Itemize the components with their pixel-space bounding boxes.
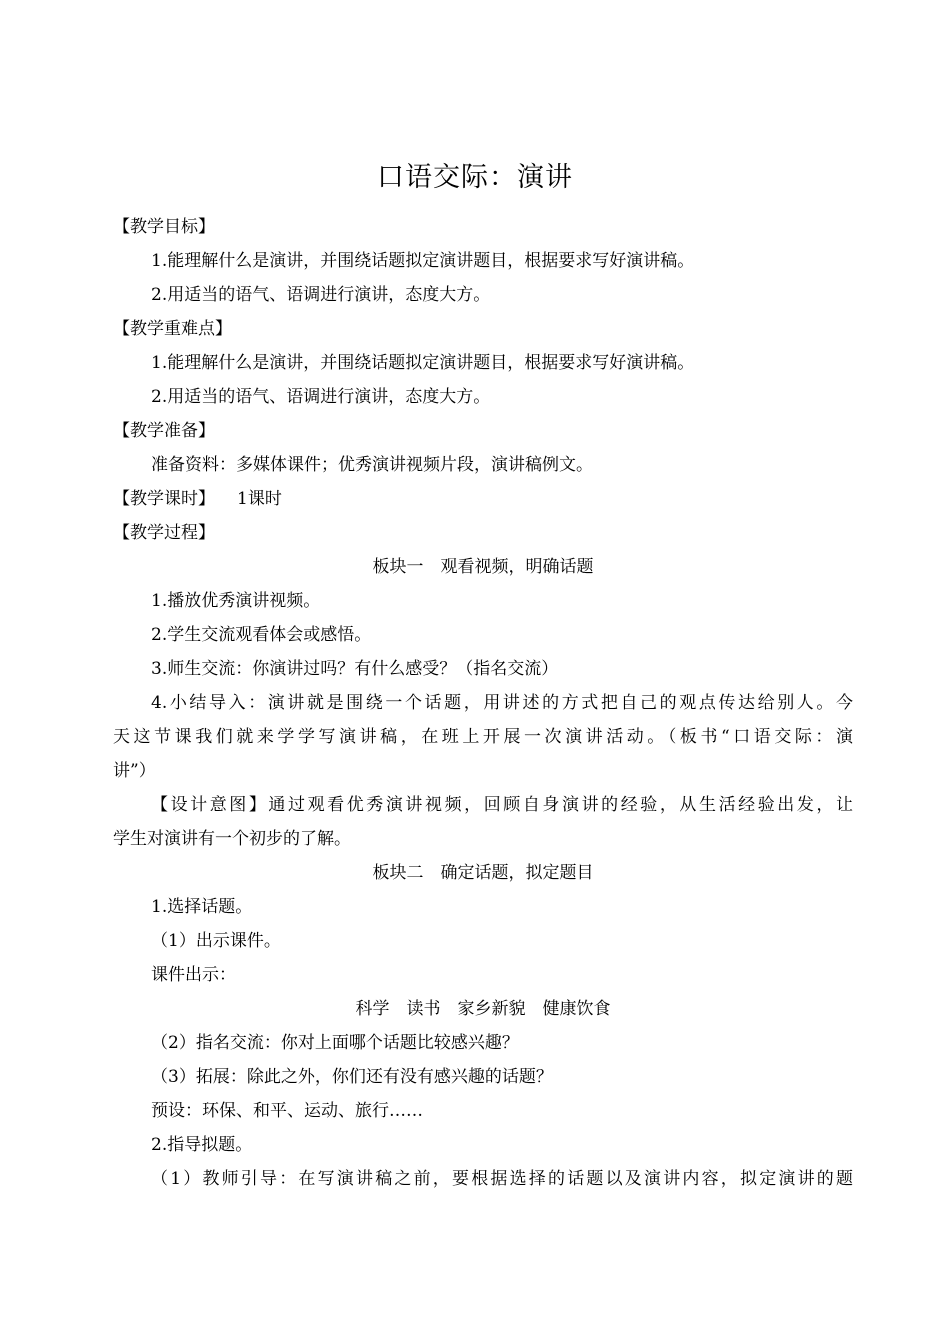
design-intent-line: 【设计意图】通过观看优秀演讲视频，回顾自身演讲的经验，从生活经验出发，让 <box>151 795 853 815</box>
key-point-item: 2.用适当的语气、语调进行演讲，态度大方。 <box>151 387 491 407</box>
block1-title: 板块一 观看视频，明确话题 <box>372 557 594 577</box>
key-points-heading: 【教学重难点】 <box>113 319 232 339</box>
key-point-item: 1.能理解什么是演讲，并围绕话题拟定演讲题目，根据要求写好演讲稿。 <box>151 353 695 373</box>
preparation-heading: 【教学准备】 <box>113 421 215 441</box>
preset-text: 预设：环保、和平、运动、旅行…… <box>151 1101 423 1121</box>
preparation-text: 准备资料：多媒体课件；优秀演讲视频片段，演讲稿例文。 <box>151 455 593 475</box>
courseware-label: 课件出示： <box>151 965 236 985</box>
class-hours-value: 1课时 <box>237 489 282 509</box>
block1-item: 2.学生交流观看体会或感悟。 <box>151 625 372 645</box>
block1-summary-line: 天这节课我们就来学学写演讲稿，在班上开展一次演讲活动。（板书“口语交际：演 <box>113 727 853 747</box>
class-hours-heading: 【教学课时】 <box>113 489 215 509</box>
objective-item: 1.能理解什么是演讲，并围绕话题拟定演讲题目，根据要求写好演讲稿。 <box>151 251 695 271</box>
class-hours-row <box>113 482 853 516</box>
block2-step: 2.指导拟题。 <box>151 1135 253 1155</box>
block1-summary-line: 4.小结导入：演讲就是围绕一个话题，用讲述的方式把自己的观点传达给别人。今 <box>151 693 853 713</box>
objective-item: 2.用适当的语气、语调进行演讲，态度大方。 <box>151 285 491 305</box>
document-title: 口语交际：演讲 <box>377 162 573 193</box>
design-intent-line: 学生对演讲有一个初步的了解。 <box>113 829 351 849</box>
process-heading: 【教学过程】 <box>113 523 215 543</box>
block2-sub-item: （2）指名交流：你对上面哪个话题比较感兴趣？ <box>151 1033 519 1053</box>
block2-sub-item: （1）出示课件。 <box>151 931 281 951</box>
objectives-heading: 【教学目标】 <box>113 217 215 237</box>
block2-title: 板块二 确定话题，拟定题目 <box>372 863 594 883</box>
block2-step: 1.选择话题。 <box>151 897 253 917</box>
block2-sub-item: （1）教师引导：在写演讲稿之前，要根据选择的话题以及演讲内容，拟定演讲的题 <box>151 1169 853 1189</box>
block1-summary-line: 讲”） <box>113 761 156 781</box>
block1-item: 1.播放优秀演讲视频。 <box>151 591 321 611</box>
block2-sub-item: （3）拓展：除此之外，你们还有没有感兴趣的话题？ <box>151 1067 553 1087</box>
topic-list: 科学 读书 家乡新貌 健康饮食 <box>355 999 611 1019</box>
block1-item: 3.师生交流：你演讲过吗？有什么感受？（指名交流） <box>151 659 559 679</box>
document-body <box>113 210 853 1196</box>
